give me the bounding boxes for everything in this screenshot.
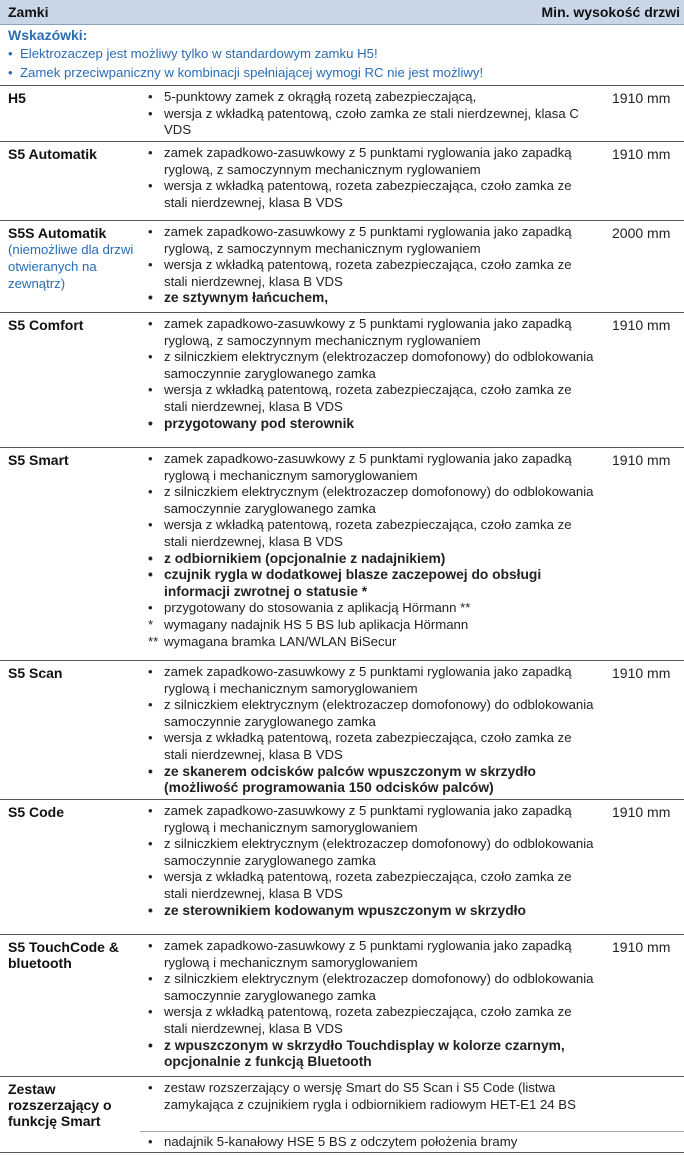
divider: [0, 934, 684, 935]
lock-note: (niemożliwe dla drzwi otwieranych na zewnątrz): [8, 242, 134, 291]
lock-name: Zestaw rozszerzający o funkcję Smart: [8, 1081, 112, 1129]
bullet-icon: •: [148, 415, 153, 431]
bullet-icon: •: [148, 1134, 153, 1149]
bullet-icon: •: [148, 178, 153, 194]
bullet-icon: •: [148, 105, 153, 121]
feature-list: [148, 938, 598, 1071]
lock-name: H5: [8, 90, 26, 106]
bullet-icon: •: [148, 664, 153, 679]
bullet-icon: •: [148, 600, 153, 616]
bullet-icon: •: [148, 1004, 153, 1020]
bullet-icon: •: [148, 1037, 153, 1053]
door-height: 1910 mm: [612, 452, 671, 468]
list-item: • zamek zapadkowo-zasuwkowy z 5 punktami ryglowania jako zapadką ryglową i mechanicznym samoryglowaniem: [148, 664, 572, 696]
list-item: • zamek zapadkowo-zasuwkowy z 5 punktami ryglowania jako zapadką ryglową i mechanicznym samoryglowaniem: [148, 938, 572, 970]
lock-name: S5 Scan: [8, 665, 63, 681]
list-item: • zamek zapadkowo-zasuwkowy z 5 punktami ryglowania jako zapadką ryglową i mechanicznym samoryglowaniem: [148, 451, 572, 483]
notes-section: [8, 27, 678, 82]
divider: [0, 799, 684, 800]
divider: [0, 660, 684, 661]
feature-list: [148, 1080, 598, 1113]
list-item: • ze skanerem odcisków palców wpuszczonym w skrzydło (możliwość programowania 150 odcisków palców): [148, 763, 536, 796]
bullet-icon: •: [148, 803, 153, 818]
bullet-icon: •: [148, 257, 153, 273]
feature-list: [148, 451, 598, 650]
list-item: • zestaw rozszerzający o wersję Smart do S5 Scan i S5 Code (listwa zamykająca z czujnikiem rygla i odbiornikiem radiowym HET-E1 24 BS: [148, 1080, 576, 1112]
bullet-icon: •: [148, 290, 153, 306]
divider: [140, 1131, 684, 1132]
list-item: • wersja z wkładką patentową, rozeta zabezpieczająca, czoło zamka ze stali nierdzewnej, klasa B VDS: [148, 178, 572, 210]
note-item: • Elektrozaczep jest możliwy tylko w standardowym zamku H5!: [8, 44, 678, 63]
door-height: 1910 mm: [612, 804, 671, 820]
list-item: • 5-punktowy zamek z okrągłą rozetą zabezpieczającą,: [148, 89, 477, 104]
list-item: • z silniczkiem elektrycznym (elektrozaczep domofonowy) do odblokowania samoczynnie zaryglowanego zamka: [148, 836, 594, 868]
door-height: 1910 mm: [612, 939, 671, 955]
list-item: • wersja z wkładką patentową, rozeta zabezpieczająca, czoło zamka ze stali nierdzewnej, klasa B VDS: [148, 382, 572, 414]
double-asterisk-marker: **: [148, 633, 159, 649]
lock-name: S5S Automatik (niemożliwe dla drzwi otwieranych na zewnątrz): [8, 225, 143, 292]
bullet-icon: •: [148, 836, 153, 852]
bullet-icon: •: [148, 145, 153, 160]
lock-name: S5 Comfort: [8, 317, 84, 333]
list-item: • wersja z wkładką patentową, rozeta zabezpieczająca, czoło zamka ze stali nierdzewnej, klasa B VDS: [148, 257, 572, 289]
feature-list: [148, 1134, 598, 1151]
list-item: • zamek zapadkowo-zasuwkowy z 5 punktami ryglowania jako zapadką ryglową i mechanicznym samoryglowaniem: [148, 803, 572, 835]
bullet-icon: •: [148, 349, 153, 365]
bullet-icon: •: [148, 567, 153, 583]
divider: [0, 1152, 684, 1153]
list-item: • zamek zapadkowo-zasuwkowy z 5 punktami ryglowania jako zapadką ryglową, z samoczynnym mechanicznym ryglowaniem: [148, 145, 572, 177]
divider: [0, 447, 684, 448]
door-height: 1910 mm: [612, 90, 671, 106]
list-item: • przygotowany do stosowania z aplikacją Hörmann **: [148, 600, 471, 616]
list-item: • z silniczkiem elektrycznym (elektrozaczep domofonowy) do odblokowania samoczynnie zaryglowanego zamka: [148, 484, 594, 516]
bullet-icon: •: [148, 89, 153, 104]
bullet-icon: •: [148, 869, 153, 885]
bullet-icon: •: [148, 730, 153, 746]
bullet-icon: •: [148, 224, 153, 239]
list-item: • z silniczkiem elektrycznym (elektrozaczep domofonowy) do odblokowania samoczynnie zaryglowanego zamka: [148, 697, 594, 729]
list-item: • wersja z wkładką patentową, rozeta zabezpieczająca, czoło zamka ze stali nierdzewnej, klasa B VDS: [148, 869, 572, 901]
list-item: • ze sterownikiem kodowanym wpuszczonym w skrzydło: [148, 902, 526, 918]
divider: [0, 141, 684, 142]
lock-name: S5 Code: [8, 804, 65, 820]
door-height: 1910 mm: [612, 665, 671, 681]
footnote-item: * wymagany nadajnik HS 5 BS lub aplikacja Hörmann: [148, 616, 469, 632]
list-item: • ze sztywnym łańcuchem,: [148, 290, 329, 306]
bullet-icon: •: [148, 763, 153, 779]
notes-title: Wskazówki:: [8, 27, 88, 43]
bullet-icon: •: [148, 971, 153, 987]
list-item: • z wpuszczonym w skrzydło Touchdisplay w kolorze czarnym, opcjonalnie z funkcją Bluetooth: [148, 1037, 565, 1070]
bullet-icon: •: [148, 550, 153, 566]
divider: [0, 312, 684, 313]
bullet-icon: •: [148, 938, 153, 953]
bullet-icon: •: [148, 484, 153, 500]
bullet-icon: •: [148, 1080, 153, 1095]
list-item: • z silniczkiem elektrycznym (elektrozaczep domofonowy) do odblokowania samoczynnie zaryglowanego zamka: [148, 349, 594, 381]
list-item: • czujnik rygla w dodatkowej blasze zaczepowej do obsługi informacji zwrotnej o statusie *: [148, 567, 542, 599]
door-height: 2000 mm: [612, 225, 671, 241]
feature-list: [148, 664, 598, 797]
door-height: 1910 mm: [612, 146, 671, 162]
notes-list: [8, 44, 678, 82]
note-item: • Zamek przeciwpaniczny w kombinacji spełniającej wymogi RC nie jest możliwy!: [8, 63, 678, 82]
divider: [0, 1076, 684, 1077]
bullet-icon: •: [148, 517, 153, 533]
bullet-icon: •: [148, 697, 153, 713]
list-item: • wersja z wkładką patentową, rozeta zabezpieczająca, czoło zamka ze stali nierdzewnej, klasa B VDS: [148, 517, 572, 549]
list-item: • przygotowany pod sterownik: [148, 415, 355, 431]
bullet-icon: •: [148, 382, 153, 398]
divider: [0, 85, 684, 86]
divider: [0, 220, 684, 221]
door-height: 1910 mm: [612, 317, 671, 333]
list-item: • wersja z wkładką patentową, czoło zamka ze stali nierdzewnej, klasa C VDS: [148, 105, 579, 138]
header-min-door-height: Min. wysokość drzwi: [541, 4, 680, 20]
feature-list: [148, 224, 598, 307]
bullet-icon: •: [148, 316, 153, 331]
footnote-item: ** wymagana bramka LAN/WLAN BiSecur: [148, 633, 397, 649]
asterisk-marker: *: [148, 616, 154, 632]
bullet-icon: •: [148, 451, 153, 466]
list-item: • wersja z wkładką patentową, rozeta zabezpieczająca, czoło zamka ze stali nierdzewnej, klasa B VDS: [148, 1004, 572, 1036]
list-item: • nadajnik 5-kanałowy HSE 5 BS z odczytem położenia bramy: [148, 1134, 518, 1149]
list-item: • zamek zapadkowo-zasuwkowy z 5 punktami ryglowania jako zapadką ryglową, z samoczynnym mechanicznym ryglowaniem: [148, 224, 572, 256]
bullet-icon: •: [148, 902, 153, 918]
feature-list: [148, 145, 598, 211]
table-header: [0, 0, 684, 25]
list-item: • z odbiornikiem (opcjonalnie z nadajnikiem): [148, 550, 446, 566]
feature-list: [148, 89, 598, 139]
feature-list: [148, 803, 598, 919]
lock-name: S5 Smart: [8, 452, 69, 468]
list-item: • zamek zapadkowo-zasuwkowy z 5 punktami ryglowania jako zapadką ryglową, z samoczynnym mechanicznym ryglowaniem: [148, 316, 572, 348]
header-locks: Zamki: [8, 4, 49, 20]
list-item: • z silniczkiem elektrycznym (elektrozaczep domofonowy) do odblokowania samoczynnie zaryglowanego zamka: [148, 971, 594, 1003]
list-item: • wersja z wkładką patentową, rozeta zabezpieczająca, czoło zamka ze stali nierdzewnej, klasa B VDS: [148, 730, 572, 762]
feature-list: [148, 316, 598, 432]
lock-name: S5 Automatik: [8, 146, 97, 162]
lock-name: S5 TouchCode & bluetooth: [8, 939, 119, 971]
